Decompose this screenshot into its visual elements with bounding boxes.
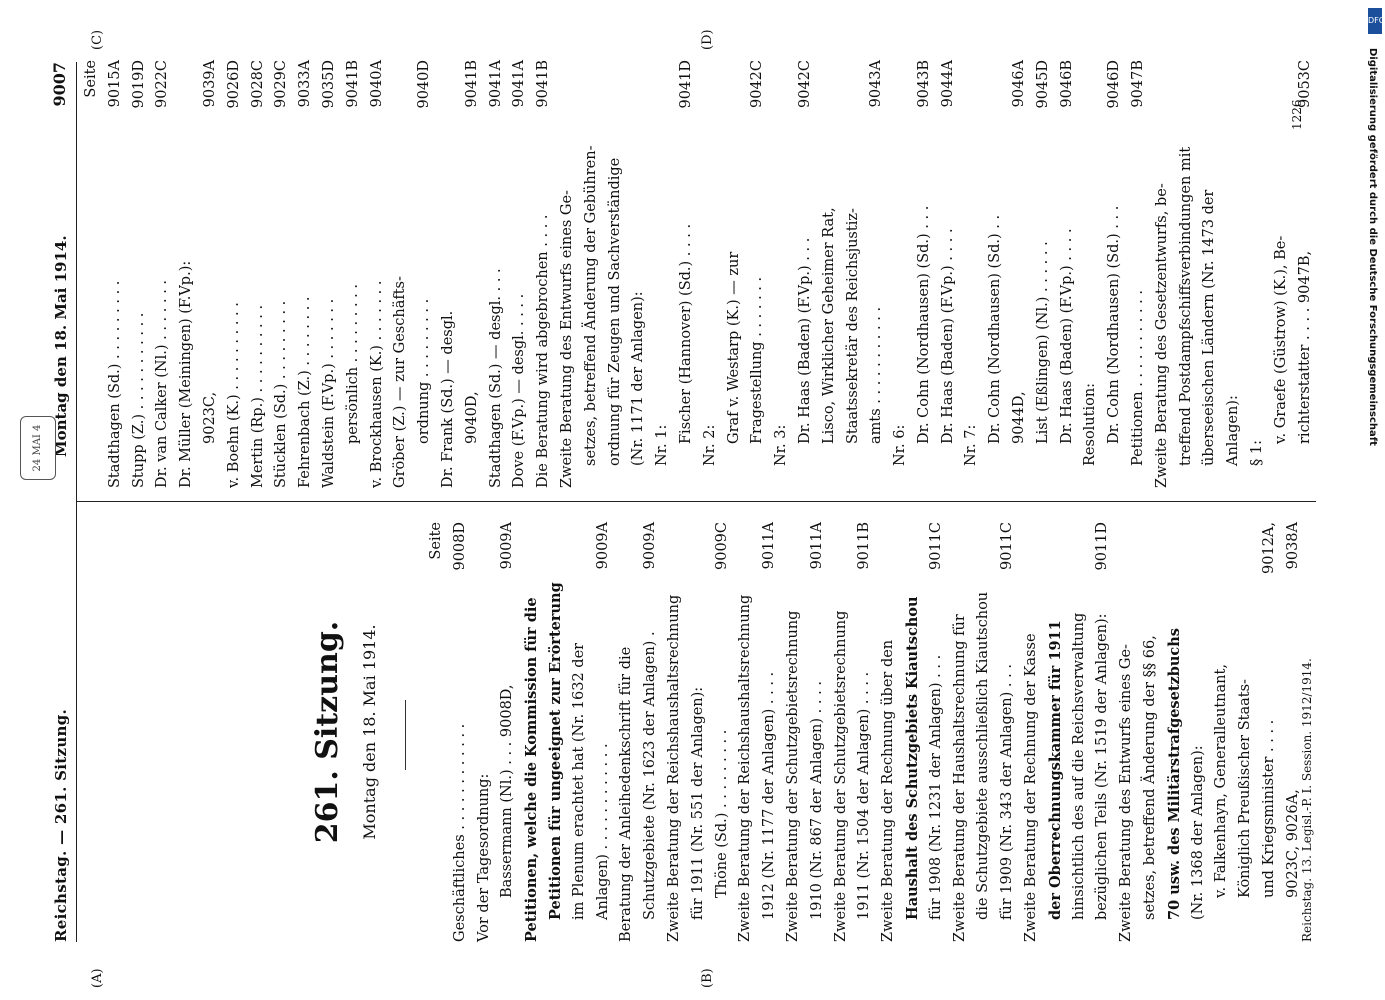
- right-line: [842, 60, 866, 488]
- right-line: [604, 60, 628, 488]
- right-entry-text: Dr. Haas (Baden) (F.Vp.) . . . .: [1058, 228, 1075, 444]
- left-line: [1234, 522, 1258, 942]
- left-line: [663, 522, 687, 942]
- left-entry-text: Thöne (Sd.) . . . . . . . . .: [713, 729, 730, 898]
- left-line: [972, 522, 996, 942]
- right-entry-text: Dr. Haas (Baden) (F.Vp.) . . . .: [939, 228, 956, 444]
- right-entry-text: Nr. 1:: [654, 424, 671, 466]
- right-entry-text: Dove (F.Vp.) — desgl. . . . .: [511, 293, 528, 488]
- credit-text: Digitalisierung gefördert durch die Deutsche Forschungsgemeinschaft: [1367, 48, 1378, 446]
- left-column: [425, 522, 1305, 942]
- right-entry-text: Nr. 6:: [892, 424, 909, 466]
- right-page-ref: 9042C: [796, 60, 813, 108]
- left-line: [734, 522, 758, 942]
- right-page-ref: 9044A: [939, 60, 956, 108]
- right-entry-text: 9023C,: [201, 391, 218, 444]
- right-line: [294, 60, 318, 488]
- right-page-ref: 9040D: [416, 60, 433, 109]
- column-rule: [76, 501, 1316, 502]
- right-entry-text: Die Beratung wird abgebrochen . . . .: [535, 214, 552, 488]
- left-entry-text: 70 usw. des Militärstrafgesetzbuchs: [1165, 628, 1183, 920]
- right-line: [1222, 60, 1246, 488]
- right-seite-label: Seite: [83, 60, 99, 98]
- right-entry-text: Dr. Cohn (Nordhausen) (Sd.) . .: [987, 214, 1004, 444]
- right-line: [627, 60, 651, 488]
- left-line: [1187, 522, 1211, 942]
- footer-left: Reichstag. 13. Legisl.-P. I. Session. 1912/1914.: [1300, 658, 1314, 942]
- right-line: [532, 60, 556, 488]
- right-line: [151, 60, 175, 488]
- margin-mark-d: (D): [700, 29, 715, 50]
- left-entry-text: Schutzgebiete (Nr. 1623 der Anlagen) .: [642, 631, 659, 920]
- right-line: [1079, 60, 1103, 488]
- right-line: [865, 60, 889, 488]
- right-entry-text: Zweite Beratung des Gesetzentwurfs, be-: [1153, 183, 1170, 488]
- right-entry-text: amts . . . . . . . . . . .: [868, 306, 885, 444]
- left-entry-text: Vor der Tagesordnung:: [475, 773, 492, 942]
- left-page-ref: 9009A: [642, 522, 659, 570]
- left-entry-text: 9023C, 9026A,: [1284, 789, 1301, 898]
- left-page-ref: 9011B: [856, 522, 873, 570]
- right-entry-text: Stupp (Z.) . . . . . . . . . . .: [130, 312, 147, 488]
- page-number: 9007: [50, 62, 69, 107]
- right-entry-text: v. Boehn (K.) . . . . . . . . . .: [225, 302, 242, 488]
- right-line: [1103, 60, 1127, 488]
- left-line: [473, 522, 497, 942]
- right-line: [770, 60, 794, 488]
- right-line: [1056, 60, 1080, 488]
- left-line: [925, 522, 949, 942]
- right-line: [889, 60, 913, 488]
- right-entry-text: persönlich . . . . . . . . .: [344, 283, 361, 444]
- left-line: [1258, 522, 1282, 942]
- left-line: [830, 522, 854, 942]
- right-line: [270, 60, 294, 488]
- left-line: [1044, 522, 1068, 942]
- right-line: [556, 60, 580, 488]
- right-page-ref: 9019D: [130, 60, 147, 109]
- left-entry-text: im Plenum erachtet hat (Nr. 1632 der: [570, 642, 587, 920]
- right-entry-text: 9040D,: [463, 391, 480, 444]
- right-line: [984, 60, 1008, 488]
- left-page-ref: 9008D: [451, 522, 468, 571]
- left-entry-text: (Nr. 1368 der Anlagen):: [1189, 745, 1206, 920]
- left-line: [1020, 522, 1044, 942]
- right-entry-text: § 1:: [1249, 440, 1266, 466]
- right-entry-text: überseeischen Ländern (Nr. 1473 der: [1201, 189, 1218, 466]
- right-line: [413, 60, 437, 488]
- right-page-ref: 9028C: [249, 60, 266, 108]
- right-line: [1246, 60, 1270, 488]
- left-entry-text: setzes, betreffend Änderung der §§ 66,: [1141, 635, 1158, 920]
- left-entry-text: und Kriegsminister . . . .: [1260, 719, 1277, 898]
- right-page-ref: 9029C: [273, 60, 290, 108]
- left-line: [711, 522, 735, 942]
- left-entry-text: für 1909 (Nr. 343 der Anlagen) . . .: [999, 664, 1016, 920]
- right-page-ref: 9039A: [201, 60, 218, 108]
- right-page-ref: 9015A: [106, 60, 123, 108]
- right-line: [318, 60, 342, 488]
- left-page-ref: 9011C: [999, 522, 1016, 570]
- left-entry-text: für 1911 (Nr. 551 der Anlagen):: [689, 686, 706, 920]
- left-line: [1115, 522, 1139, 942]
- left-page-ref: 9011A: [761, 522, 778, 570]
- dfg-logo: DFG: [1368, 8, 1382, 34]
- left-page-ref: 9011C: [927, 522, 944, 570]
- left-entry-text: Beratung der Anleihedenkschrift für die: [618, 646, 635, 942]
- left-entry-text: Haushalt des Schutzgebiets Kiautschou: [903, 596, 921, 920]
- right-page-ref: 9040A: [368, 60, 385, 108]
- left-page-ref: 9009A: [499, 522, 516, 570]
- left-entry-text: bezüglichen Teils (Nr. 1519 der Anlagen):: [1094, 613, 1111, 920]
- left-page-ref: 9009C: [713, 522, 730, 570]
- right-page-ref: 9041B: [535, 60, 552, 108]
- right-entry-text: richterstatter . . . . 9047B,: [1296, 250, 1313, 444]
- right-line: [723, 60, 747, 488]
- right-line: [794, 60, 818, 488]
- right-entry-text: Resolution:: [1082, 382, 1099, 466]
- right-line: [1151, 60, 1175, 488]
- left-entry-text: Geschäftliches . . . . . . . . . . . .: [451, 723, 468, 942]
- right-line: [1175, 60, 1199, 488]
- left-line: [806, 522, 830, 942]
- right-page-ref: 9046D: [1106, 60, 1123, 109]
- right-line: [485, 60, 509, 488]
- left-line: [949, 522, 973, 942]
- session-title: 261. Sitzung.: [310, 620, 345, 844]
- left-line: [758, 522, 782, 942]
- right-entry-text: Mertin (Rp.) . . . . . . . . . .: [249, 304, 266, 488]
- right-line: [366, 60, 390, 488]
- right-entry-text: Stücklen (Sd.) . . . . . . . . .: [273, 300, 290, 488]
- right-page-ref: 9053C: [1296, 60, 1313, 108]
- right-line: [937, 60, 961, 488]
- right-entry-text: v. Graefe (Güstrow) (K.), Be-: [1272, 235, 1289, 444]
- right-page-ref: 9043B: [915, 60, 932, 108]
- left-entry-text: 1912 (Nr. 1177 der Anlagen) . . . .: [761, 671, 778, 920]
- right-page-ref: 9022C: [154, 60, 171, 108]
- received-stamp: 24 MAI 4: [20, 416, 56, 480]
- right-entry-text: setzes, betreffend Änderung der Gebühren-: [582, 145, 599, 466]
- left-entry-text: Zweite Beratung der Haushaltsrechnung für: [951, 614, 968, 942]
- right-entry-text: Zweite Beratung des Entwurfs eines Ge-: [558, 190, 575, 488]
- right-page-ref: 9043A: [868, 60, 885, 108]
- left-entry-text: 1911 (Nr. 1504 der Anlagen) . . . .: [856, 671, 873, 920]
- right-entry-text: Lisco, Wirklicher Geheimer Rat,: [820, 207, 837, 444]
- right-page-ref: 9047B: [1130, 60, 1147, 108]
- right-column: [80, 60, 1317, 488]
- left-line: [1210, 522, 1234, 942]
- session-date: Montag den 18. Mai 1914.: [360, 624, 379, 840]
- right-entry-text: treffend Postdampfschiffsverbindungen mit: [1177, 146, 1194, 466]
- right-entry-text: Staatssekretär des Reichsjustiz-: [844, 208, 861, 444]
- right-entry-text: Nr. 3:: [773, 424, 790, 466]
- right-line: [175, 60, 199, 488]
- right-entry-text: v. Brockhausen (K.) . . . . . . .: [368, 280, 385, 488]
- right-entry-text: Dr. van Calker (Nl.) . . . . . . .: [154, 279, 171, 488]
- left-entry-text: die Schutzgebiete ausschließlich Kiautschou: [975, 591, 992, 920]
- right-entry-text: Nr. 2:: [701, 424, 718, 466]
- left-line: [1139, 522, 1163, 942]
- left-line: [449, 522, 473, 942]
- left-entry-text: Zweite Beratung der Reichshaushaltsrechnung: [737, 594, 754, 942]
- right-line: [389, 60, 413, 488]
- right-line: [508, 60, 532, 488]
- right-entry-text: Nr. 7:: [963, 424, 980, 466]
- right-line: [1127, 60, 1151, 488]
- left-line: [782, 522, 806, 942]
- right-line: [437, 60, 461, 488]
- left-entry-text: Zweite Beratung des Entwurfs eines Ge-: [1118, 644, 1135, 942]
- left-line: [877, 522, 901, 942]
- right-line: [580, 60, 604, 488]
- right-line: [128, 60, 152, 488]
- left-line: [901, 522, 925, 942]
- left-entry-text: Petitionen, welche die Kommission für die: [523, 597, 541, 942]
- right-entry-text: Dr. Cohn (Nordhausen) (Sd.) . . .: [1106, 205, 1123, 444]
- left-entry-text: Zweite Beratung der Rechnung der Kasse: [1022, 633, 1039, 942]
- right-entry-text: Stadthagen (Sd.) — desgl. . . .: [487, 268, 504, 488]
- left-entry-text: Bassermann (Nl.) . . . 9008D,: [499, 684, 516, 898]
- right-entry-text: Graf v. Westarp (K.) — zur: [725, 251, 742, 444]
- right-entry-text: Dr. Frank (Sd.) — desgl.: [439, 310, 456, 488]
- right-line: [247, 60, 271, 488]
- right-line: [104, 60, 128, 488]
- right-line: [699, 60, 723, 488]
- credit-strip: [1364, 8, 1382, 993]
- right-entry-text: Fehrenbach (Z.) . . . . . . . .: [297, 296, 314, 488]
- left-line: [1068, 522, 1092, 942]
- right-entry-text: Stadthagen (Sd.) . . . . . . . . .: [106, 280, 123, 488]
- right-entry-text: Anlagen):: [1225, 395, 1242, 466]
- left-line: [1163, 522, 1187, 942]
- right-entry-text: Dr. Haas (Baden) (F.Vp.) . . .: [796, 237, 813, 444]
- margin-mark-b: (B): [700, 968, 715, 988]
- running-head: [38, 62, 78, 942]
- left-entry-text: Zweite Beratung der Schutzgebietsrechnung: [832, 610, 849, 942]
- left-entry-text: Anlagen) . . . . . . . . . . . .: [594, 743, 611, 920]
- right-page-ref: 9035D: [320, 60, 337, 109]
- right-line: [913, 60, 937, 488]
- left-entry-text: Zweite Beratung der Reichshaushaltsrechnung: [665, 594, 682, 942]
- left-page-ref: 9011A: [808, 522, 825, 570]
- right-page-ref: 9041B: [463, 60, 480, 108]
- right-entry-text: Fragestellung . . . . . . .: [749, 276, 766, 444]
- left-page-ref: 9012A,: [1260, 522, 1277, 574]
- right-entry-text: Gröber (Z.) — zur Geschäfts-: [392, 276, 409, 488]
- right-page-ref: 9045D: [1034, 60, 1051, 109]
- right-line: [960, 60, 984, 488]
- right-page-ref: 9041D: [677, 60, 694, 109]
- right-page-ref: 9033A: [297, 60, 314, 108]
- margin-mark-c: (C): [90, 29, 105, 50]
- left-entry-text: v. Falkenhayn, Generalleutnant,: [1213, 664, 1230, 898]
- left-page-ref: 9011D: [1094, 522, 1111, 571]
- right-entry-text: List (Eßlingen) (Nl.) . . . . . .: [1034, 241, 1051, 444]
- right-line: [818, 60, 842, 488]
- right-line: [1032, 60, 1056, 488]
- right-entry-text: Waldstein (F.Vp.) . . . . . . .: [320, 298, 337, 488]
- left-entry-text: Königlich Preußischer Staats-: [1237, 679, 1254, 898]
- right-page-ref: 9041A: [487, 60, 504, 108]
- left-entry-text: 1910 (Nr. 867 der Anlagen) . . . .: [808, 681, 825, 920]
- right-page-ref: 9041A: [511, 60, 528, 108]
- left-line: [496, 522, 520, 942]
- right-entry-text: ordnung . . . . . . . . .: [416, 298, 433, 444]
- right-line: [342, 60, 366, 488]
- right-line: [1008, 60, 1032, 488]
- right-line: [675, 60, 699, 488]
- right-line: [746, 60, 770, 488]
- left-line: [592, 522, 616, 942]
- left-line: [615, 522, 639, 942]
- left-entry-text: für 1908 (Nr. 1231 der Anlagen) . . .: [927, 654, 944, 920]
- right-entry-text: ordnung für Zeugen und Sachverständige: [606, 157, 623, 466]
- left-entry-text: der Oberrechnungskammer für 1911: [1046, 620, 1064, 920]
- right-entry-text: (Nr. 1171 der Anlagen):: [630, 291, 647, 466]
- running-head-left: Reichstag. — 261. Sitzung.: [52, 708, 70, 942]
- right-page-ref: 9041B: [344, 60, 361, 108]
- margin-mark-a: (A): [90, 968, 105, 988]
- left-line: [853, 522, 877, 942]
- right-page-ref: 9046A: [1011, 60, 1028, 108]
- left-entry-text: Zweite Beratung der Rechnung über den: [880, 639, 897, 942]
- left-line: [1091, 522, 1115, 942]
- left-line: [687, 522, 711, 942]
- right-line: [651, 60, 675, 488]
- right-page-ref: 9026D: [225, 60, 242, 109]
- left-page-ref: 9038A: [1284, 522, 1301, 570]
- left-entry-text: hinsichtlich des auf die Reichsverwaltung: [1070, 612, 1087, 920]
- title-rule: [405, 700, 406, 770]
- right-entry-text: Dr. Müller (Meiningen) (F.Vp.):: [178, 260, 195, 488]
- left-line: [996, 522, 1020, 942]
- right-line: [199, 60, 223, 488]
- right-entry-text: Fischer (Hannover) (Sd.) . . . .: [677, 223, 694, 444]
- footer-right: 1226: [1290, 99, 1304, 130]
- running-head-right: Montag den 18. Mai 1914.: [52, 235, 70, 457]
- right-page-ref: 9046B: [1058, 60, 1075, 108]
- left-line: [520, 522, 544, 942]
- left-line: [544, 522, 568, 942]
- right-entry-text: 9044D,: [1011, 391, 1028, 444]
- right-line: [223, 60, 247, 488]
- left-line: [568, 522, 592, 942]
- right-entry-text: Petitionen . . . . . . . . . . .: [1130, 289, 1147, 466]
- right-line: [1198, 60, 1222, 488]
- left-entry-text: Petitionen für ungeeignet zur Erörterung: [546, 582, 564, 920]
- header-rule: [76, 62, 77, 942]
- left-entry-text: Zweite Beratung der Schutzgebietsrechnung: [784, 610, 801, 942]
- left-page-ref: 9009A: [594, 522, 611, 570]
- right-page-ref: 9042C: [749, 60, 766, 108]
- right-entry-text: Dr. Cohn (Nordhausen) (Sd.) . . .: [915, 205, 932, 444]
- left-line: [639, 522, 663, 942]
- right-line: [461, 60, 485, 488]
- left-seite-label: Seite: [428, 522, 444, 560]
